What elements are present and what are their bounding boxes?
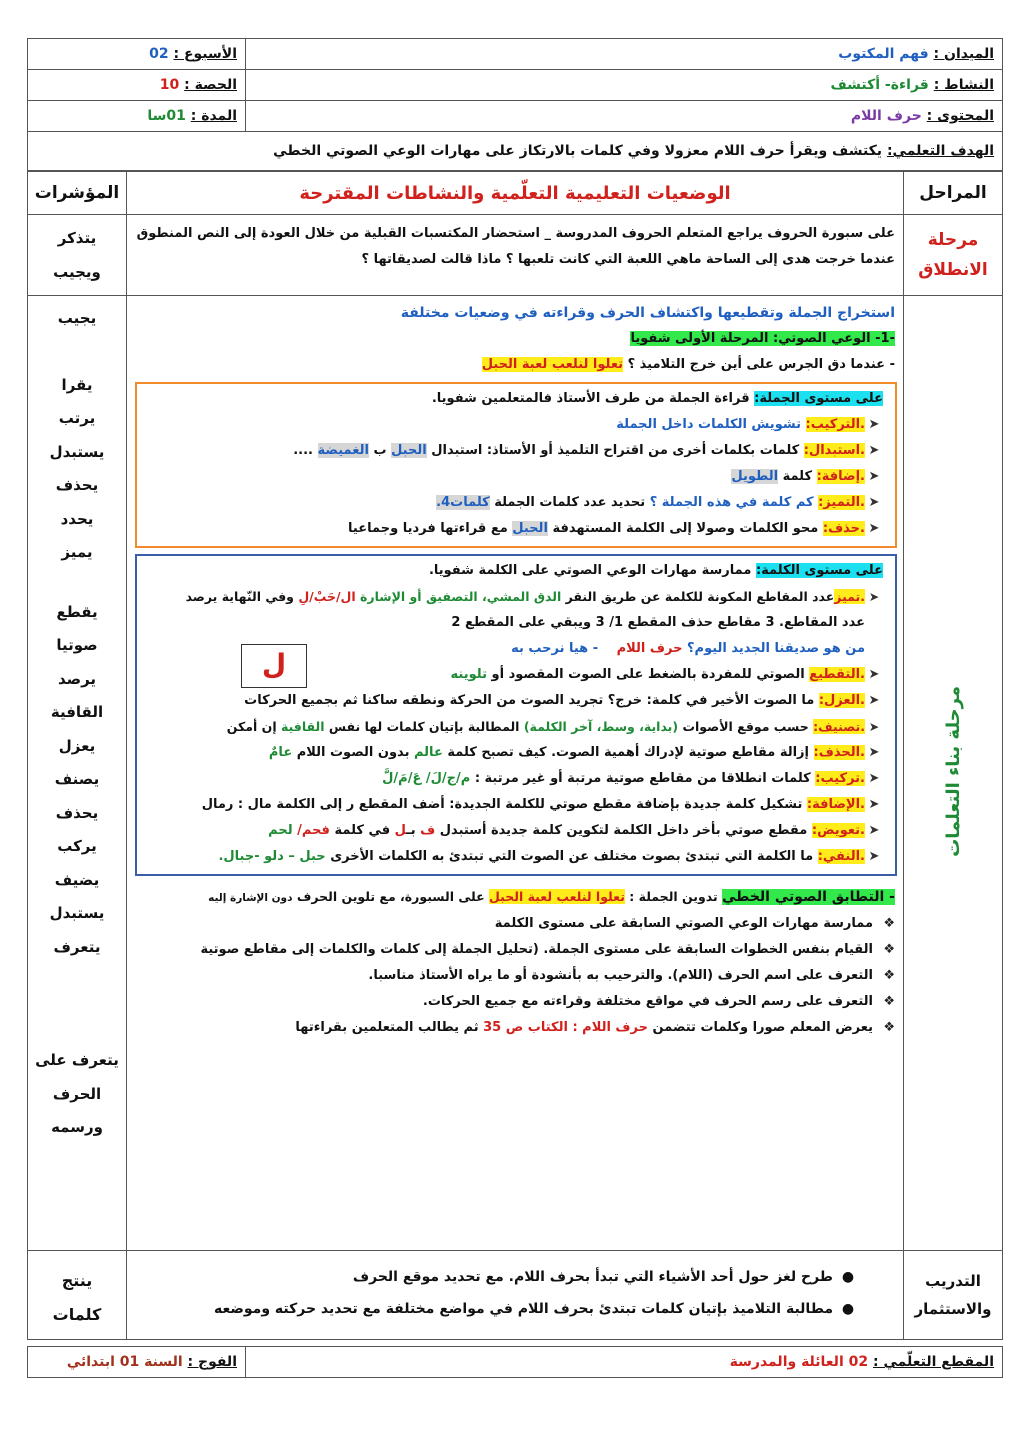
word-item: ➤.العزل: ما الصوت الأخير في كلمة: خرج؟ تجريد الصوت من الحركة ونطقه ساكنا ثم بجميع الحركات	[244, 693, 880, 708]
word-item: ➤.التقطيع الصوتي للمفردة بالضغط على الصوت المقصود أو تلوينه	[450, 667, 880, 682]
week-label: الأسبوع :	[173, 46, 237, 62]
step-1: -1- الوعي الصوتي: المرحلة الأولى شفويا	[630, 331, 895, 346]
duration-value: 01سا	[147, 108, 186, 124]
main-table	[27, 171, 1003, 1340]
week-value: 02	[149, 46, 169, 62]
build-phase: مرحلة بناء التعلمات	[904, 296, 1003, 1251]
word-item: ➤.تركيب: كلمات انطلاقا من مقاطع صوتية مرتبة أو غير مرتبة : م/ج/لَ/ عَ/مَ/لَّ	[382, 771, 880, 786]
build-intro: استخراج الجملة وتقطيعها واكتشاف الحرف وقراءته في وضعيات مختلفة	[400, 305, 895, 321]
start-line-2: عندما خرجت هدى إلى الساحة ماهي اللعبة التي كانت تلعبها ؟ ماذا قالت لصديقاتها ؟	[361, 252, 895, 267]
practice-item: ●طرح لغز حول أحد الأشياء التي تبدأ بحرف اللام. مع تحديد موقع الحرف	[352, 1269, 855, 1285]
content-label: المحتوى :	[926, 108, 994, 124]
col-situations: الوضعيات التعليمية التعلّمية والنشاطات المقترحة	[127, 172, 904, 215]
word-item: عدد المقاطع. 3 مقاطع حذف المقطع 1/ 3 ويبقي على المقطع 2	[451, 615, 865, 630]
activity-cell	[246, 70, 1003, 101]
practice-phase: التدريب والاستثمار	[904, 1251, 1003, 1340]
written-item: ❖القيام بنفس الخطوات السابقة على مستوى الجملة. (تحليل الجملة إلى كلمات والكلمات إلى مقاطع صوتية	[200, 942, 895, 957]
sentence-item: ➤.التميز: كم كلمة في هذه الجملة ؟ تحديد عدد كلمات الجملة كلمات4.	[436, 495, 880, 510]
activity-label: النشاط :	[933, 77, 994, 93]
written-item: ❖يعرض المعلم صورا وكلمات تتضمن حرف اللام : الكتاب ص 35 ثم يطالب المتعلمين بقراءتها	[295, 1020, 895, 1035]
letter-lam-box: ل	[241, 644, 307, 688]
build-indicators: يجيب يقرا يرتب يستبدل يحذف يحدد يميز يقطع صوتيا يرصد القافية يعزل يصنف يحذف يركب يضيف يستبدل يتعرف يتعرف على الحرف ورسمه	[28, 296, 127, 1251]
practice-indicators: ينتج كلمات	[28, 1251, 127, 1340]
field-cell	[246, 39, 1003, 70]
word-item: ➤.تعويض: مقطع صوتي بأخر داخل الكلمة لتكوين كلمة جديدة أستبدل ف بـل في كلمة فحم/ لحم	[268, 823, 880, 838]
word-item: ➤.النفي: ما الكلمة التي تبتدئ بصوت مختلف عن الصوت التي تبتدئ به الكلمات الأخرى حبل – دلو -جبال.	[218, 849, 880, 864]
start-line-1: على سبورة الحروف يراجع المتعلم الحروف المدروسة _ استحضار المكتسبات القبلية من خلال العودة إلى النص المنطوق	[136, 226, 895, 241]
field-value: فهم المكتوب	[838, 46, 929, 62]
week-cell	[28, 39, 246, 70]
practice-item: ●مطالبة التلاميذ بإتيان كلمات تبتدئ بحرف اللام في مواضع مختلفة مع تحديد حركته وموضعه	[213, 1301, 855, 1317]
col-indicators: المؤشرات	[28, 172, 127, 215]
activity-value: قراءة- أكتشف	[830, 77, 929, 93]
sentence-level-title: على مستوى الجملة: قراءة الجملة من طرف الأستاذ فالمتعلمين شفويا.	[431, 391, 883, 406]
header-table	[27, 38, 1003, 171]
sentence-item: ➤.إضافة: كلمة الطويل	[731, 469, 880, 484]
word-item: ➤.تصنيف: حسب موقع الأصوات (بداية، وسط، آخر الكلمة) المطالبة بإتيان كلمات لها نفس القافية إن أمكن	[226, 719, 880, 734]
session-value: 10	[159, 77, 180, 93]
word-level-box	[135, 554, 897, 876]
sentence-item: ➤.التركيب: تشويش الكلمات داخل الجملة	[616, 417, 880, 432]
written-title: - التطابق الصوتي الخطي تدوين الجملة : تعلوا لنلعب لعبة الحبل على السبورة، مع تلوين الحرف دون الإشارة إليه	[208, 889, 895, 905]
duration-label: المدة :	[190, 108, 237, 124]
practice-content	[127, 1251, 904, 1340]
written-item: ❖التعرف على رسم الحرف في مواقع مختلفة وقراءته مع جميع الحركات.	[422, 994, 895, 1009]
goal-value: يكتشف ويقرأ حرف اللام معزولا وفي كلمات بالارتكاز على مهارات الوعي الصوتي الخطي	[273, 143, 883, 159]
col-stages: المراحل	[904, 172, 1003, 215]
duration-cell	[28, 101, 246, 132]
field-label: الميدان :	[933, 46, 994, 62]
answer-highlight: تعلوا لنلعب لعبة الحبل	[481, 357, 624, 372]
goal-label: الهدف التعلمي:	[886, 143, 994, 159]
content-cell	[246, 101, 1003, 132]
written-item: ❖ممارسة مهارات الوعي الصوتي السابقة على مستوى الكلمة	[494, 916, 895, 931]
footer-table	[27, 1346, 1003, 1378]
build-content	[127, 296, 904, 1251]
lesson-sheet	[27, 38, 1003, 1378]
start-content	[127, 215, 904, 296]
word-item: ➤.تميزعدد المقاطع المكونة للكلمة عن طريق النقر الدق المشي، التصفيق أو الإشارة ال/حَبْ/لِ وفي النّهاية يرصد	[185, 589, 880, 604]
session-cell	[28, 70, 246, 101]
start-phase: مرحلة الانطلاق	[904, 215, 1003, 296]
group-value: السنة 01 ابتدائي	[66, 1354, 183, 1370]
question-line: - عندما دق الجرس على أين خرج التلاميذ ؟ تعلوا لنلعب لعبة الحبل	[481, 357, 895, 372]
goal-cell	[28, 132, 1003, 171]
content-value: حرف اللام	[850, 108, 922, 124]
word-item: من هو صديقنا الجديد اليوم؟ حرف اللام - هيا نرحب به	[511, 641, 865, 656]
start-indicators: يتذكر ويجيب	[28, 215, 127, 296]
written-item: ❖التعرف على اسم الحرف (اللام). والترحيب به بأنشودة أو ما يراه الأستاذ مناسبا.	[368, 968, 895, 983]
word-level-title: على مستوى الكلمة: ممارسة مهارات الوعي الصوتي على الكلمة شفويا.	[428, 563, 883, 578]
word-item: ➤.الحذف: إزالة مقاطع صوتية لإدراك أهمية الصوت. كيف تصبح كلمة عالم بدون الصوت اللام عامٌ	[268, 745, 880, 760]
group-cell: الفوج : السنة 01 ابتدائي	[28, 1347, 246, 1378]
segment-cell: المقطع التعلّمي : 02 العائلة والمدرسة	[246, 1347, 1003, 1378]
session-label: الحصة :	[184, 77, 237, 93]
segment-value: 02 العائلة والمدرسة	[729, 1354, 869, 1370]
sentence-item: ➤.استبدال: كلمات بكلمات أخرى من اقتراح التلميذ أو الأستاذ: استبدال الحبل ب الغميضة ....	[293, 443, 880, 458]
sentence-level-box	[135, 382, 897, 548]
word-item: ➤.الإضافة: تشكيل كلمة جديدة بإضافة مقطع صوتي للكلمة الجديدة: أضف المقطع ر إلى الكلمة مال : رمال	[201, 797, 880, 812]
sentence-item: ➤.حذف: محو الكلمات وصولا إلى الكلمة المستهدفة الحبل مع قراءتها فرديا وجماعيا	[348, 521, 880, 536]
